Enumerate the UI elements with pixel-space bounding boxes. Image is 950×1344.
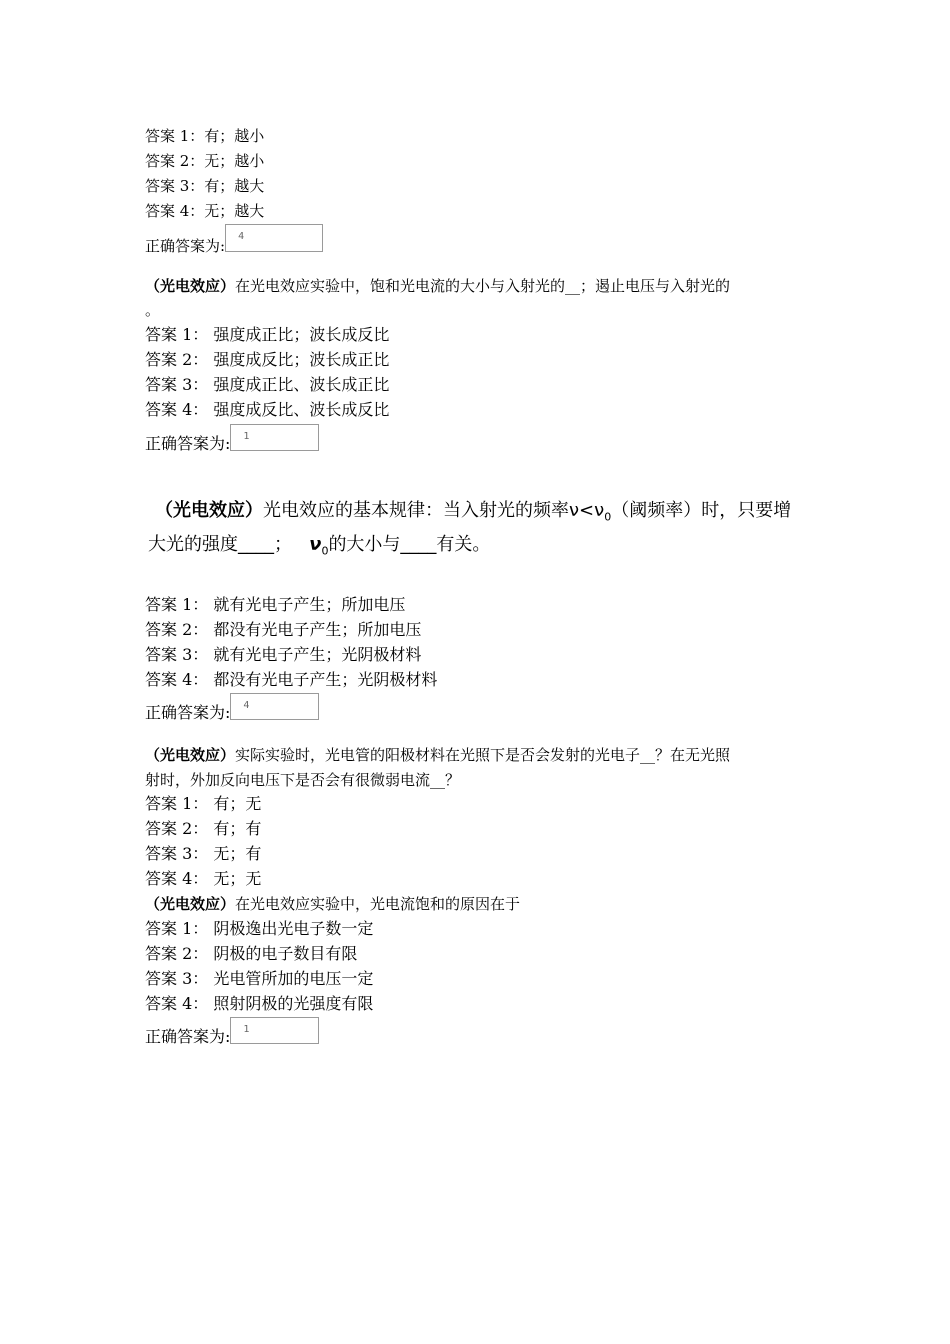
b4-answer-2: 答案 2： 有；有 [145,819,262,838]
b4-topic: （光电效应） [145,746,236,764]
b2-topic: （光电效应） [145,277,236,295]
b5-answer-input[interactable]: 1 [230,1017,319,1044]
b1-correct-label: 正确答案为: [145,237,226,255]
b3-answer-input[interactable]: 4 [230,693,319,720]
b3-line1-text: 光电效应的基本规律：当入射光的频率ν<ν [263,500,605,521]
b5-question [145,894,520,914]
b3-answer-3: 答案 3： 就有光电子产生；光阴极材料 [145,645,422,664]
b3-answer-2: 答案 2： 都没有光电子产生；所加电压 [145,620,422,639]
b2-correct-row [145,424,319,454]
b1-answer-3: 答案 3：有；越大 [145,177,265,195]
b3-correct-label: 正确答案为: [145,703,231,722]
b2-answer-4: 答案 4： 强度成反比、波长成反比 [145,400,390,419]
b3-correct-row [145,693,319,723]
b4-answer-1: 答案 1： 有；无 [145,794,262,813]
b2-answer-2: 答案 2： 强度成反比；波长成正比 [145,350,390,369]
b2-answer-3: 答案 3： 强度成正比、波长成正比 [145,375,390,394]
b2-correct-label: 正确答案为: [145,434,231,453]
b2-answer-1: 答案 1： 强度成正比；波长成反比 [145,325,390,344]
b2-question-line2: 。 [145,301,161,319]
b3-question-line2 [148,529,490,568]
b1-answer-4: 答案 4：无；越大 [145,202,265,220]
b3-line1-sub: 0 [604,510,612,524]
b5-answer-3: 答案 3： 光电管所加的电压一定 [145,969,374,988]
b3-line2-a: 大光的强度____； [148,534,292,555]
b5-correct-row [145,1017,319,1047]
b1-answer-1: 答案 1：有；越小 [145,127,265,145]
b5-correct-label: 正确答案为: [145,1027,231,1046]
b1-answer-input[interactable]: 4 [225,224,323,252]
b3-answer-1: 答案 1： 就有光电子产生；所加电压 [145,595,406,614]
b4-answer-3: 答案 3： 无；有 [145,844,262,863]
b4-answer-4: 答案 4： 无；无 [145,869,262,888]
b3-line2-sub: 0 [321,544,329,558]
b5-answer-1: 答案 1： 阴极逸出光电子数一定 [145,919,374,938]
b3-line1-tail: （阈频率）时，只要增 [611,500,792,521]
b2-question [145,276,730,296]
b5-topic: （光电效应） [145,895,236,913]
b3-question-line1 [155,495,791,534]
b3-answer-4: 答案 4： 都没有光电子产生；光阴极材料 [145,670,438,689]
b4-question [145,745,730,765]
b4-question-line2: 射时，外加反向电压下是否会有很微弱电流__？ [145,771,461,789]
b3-topic: （光电效应） [155,500,263,521]
b2-question-line1: 在光电效应实验中，饱和光电流的大小与入射光的__；遏止电压与入射光的 [235,277,731,295]
b5-answer-4: 答案 4： 照射阴极的光强度有限 [145,994,374,1013]
b3-line2-b: 的大小与____有关。 [328,534,491,555]
b4-question-line1: 实际实验时，光电管的阳极材料在光照下是否会发射的光电子__？在无光照 [235,746,731,764]
b5-question-line1: 在光电效应实验中，光电流饱和的原因在于 [235,895,521,913]
b3-line2-nu: ν [309,534,322,555]
b1-answer-2: 答案 2：无；越小 [145,152,265,170]
b5-answer-2: 答案 2： 阴极的电子数目有限 [145,944,358,963]
b1-correct-row [145,224,323,256]
b2-answer-input[interactable]: 1 [230,424,319,451]
